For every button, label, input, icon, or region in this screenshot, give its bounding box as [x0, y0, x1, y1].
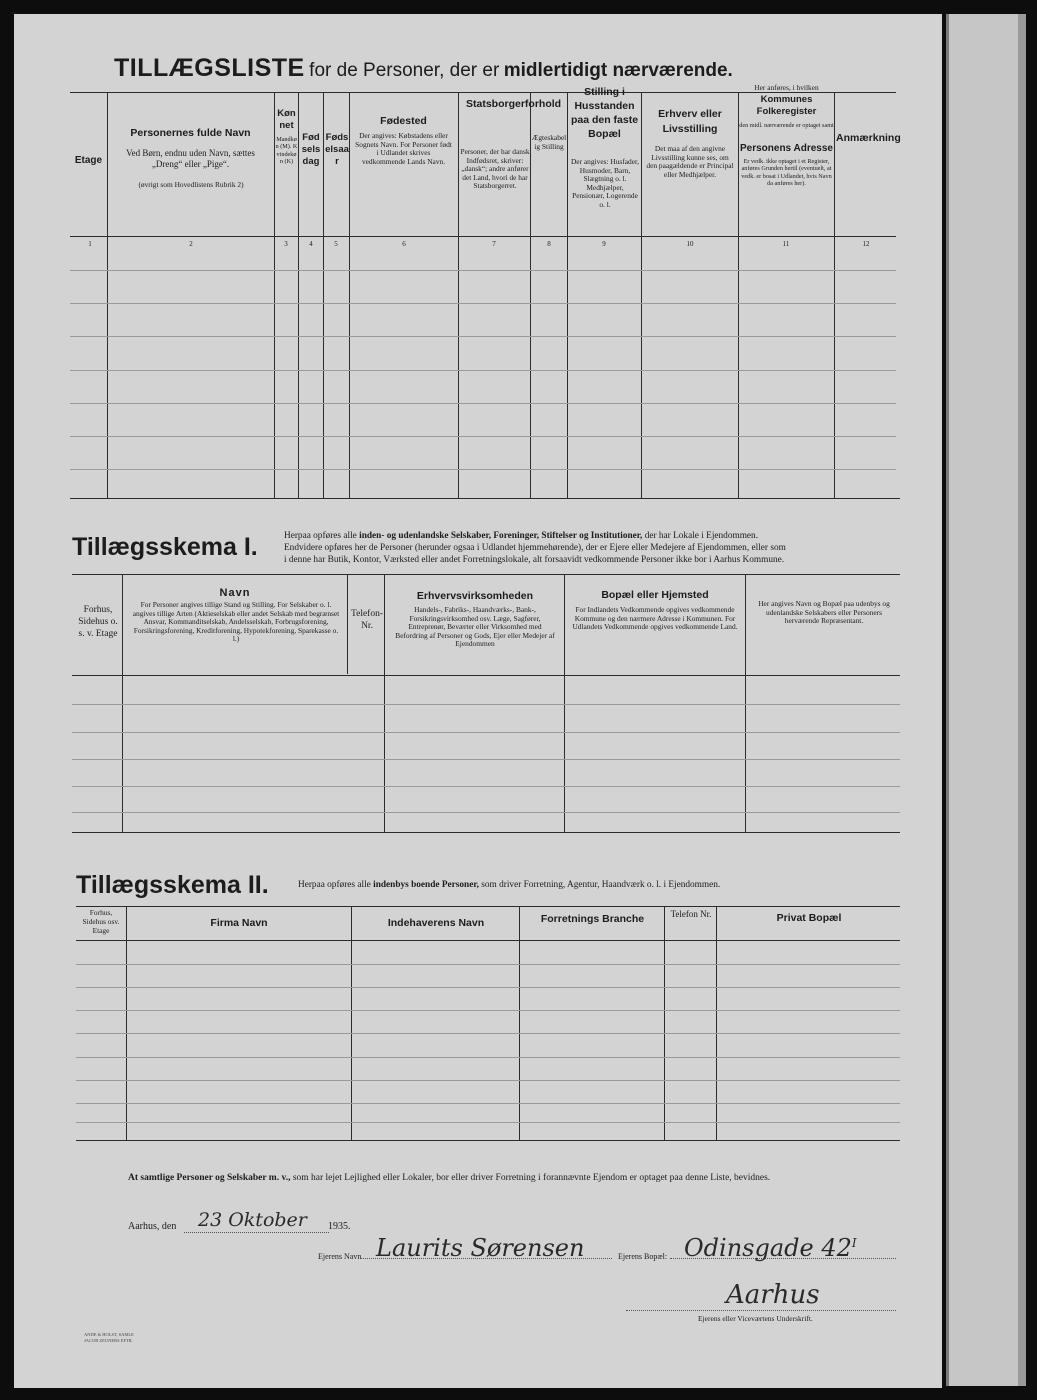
col-number: 11: [782, 240, 790, 248]
col-occupation-title: Erhverv eller Livsstilling: [658, 108, 722, 135]
date-handwritten: 23 Oktober: [198, 1209, 307, 1231]
col-citizenship-title: Statsborgerforhold: [466, 98, 562, 110]
s1-col-business-desc: Handels-, Fabriks-, Haandværks-, Bank-, Forsikringsvirksomhed osv. Læge, Sagfører, Entreprenør, Beværter eller Virksomhed med Befordring af Personer og Gods, Ejer eller Medejer af Ejendommen: [395, 605, 555, 649]
col-gender-desc: Mandkøn (M). Kvindekøn (K): [275, 136, 298, 166]
col-remark-title: Anmærkning: [836, 132, 901, 144]
main-title: [114, 54, 894, 83]
s1-col-etage: Forhus, Sidehus o. s. v. Etage: [78, 605, 118, 639]
schema2-intro-c: som driver Forretning, Agentur, Haandværk o. l. i Ejendommen.: [481, 880, 721, 890]
col-number: 9: [602, 240, 606, 248]
statement-rest: som har lejet Lejlighed eller Lokaler, bor eller driver Forretning i forannævnte Ejendom er optaget paa denne Liste, bevidnes.: [292, 1173, 771, 1183]
col-number: 1: [88, 240, 92, 248]
col-birthyear-title: Fødselsaar: [325, 132, 349, 167]
facing-page-edge: [946, 14, 1021, 1386]
col-household-desc: Der angives: Husfader, Husmoder, Barn, Slægtning o. l. Medhjælper, Pensionær, Logerende o. l.: [570, 157, 640, 209]
col-birthplace-title: Fødested: [380, 115, 427, 127]
col-occupation-desc: Det maa af den angivne Livsstilling kunne ses, om den paagældende er Principal eller Medhjælper.: [646, 144, 734, 179]
schema2-intro-b: indenbys boende Personer,: [373, 880, 479, 890]
s2-col-phone: Telefon Nr.: [670, 909, 712, 919]
schema1-intro-a: Herpaa opføres alle: [284, 531, 357, 541]
census-form-page: [14, 14, 942, 1388]
owner-name-handwritten: Laurits Sørensen: [376, 1234, 585, 1262]
col-register-title: Kommunes Folkeregister: [756, 94, 817, 117]
title-end: midlertidigt nærværende.: [503, 60, 733, 81]
s1-col-name-desc: For Personer angives tillige Stand og Stilling. For Selskaber o. l. angives tillige Arten (Aktieselskab eller andet Selskab med begrænset Ansvar, Kommanditselskab, Andelsselskab, Forbrugsforening, Forsikringsforening, Kreditforening, Hypotekforening, Sparekasse o. l.): [132, 600, 340, 644]
col-name-desc: Ved Børn, endnu uden Navn, sættes „Dreng“ eller „Pige“.: [126, 148, 255, 169]
schema2-intro-a: Herpaa opføres alle: [298, 880, 371, 890]
attestation-statement: [128, 1173, 918, 1183]
col-number: 2: [189, 240, 193, 248]
col-number: 8: [547, 240, 551, 248]
col-birthplace-desc: Der angives: Købstadens eller Sognets Navn. For Personer født i Udlandet skrives vedkommende Lands Navn.: [355, 131, 452, 166]
col-register-pre: Her anføres, i hvilken: [754, 83, 819, 92]
owner-name-label: Ejerens Navn: [318, 1252, 362, 1261]
col-household-title: Stilling i Husstanden paa den faste Bopæl: [570, 86, 639, 140]
binding-edge: [1018, 14, 1026, 1386]
owner-address-handwritten: Odinsgade $42^I$: [684, 1234, 857, 1262]
col-gender-title: Kønnet: [277, 108, 296, 131]
statement-bold: At samtlige Personer og Selskaber m. v.,: [128, 1173, 291, 1183]
col-register-desc: Er vedk. ikke optaget i et Register, anføres Grunden hertil (eventuelt, at vedk. er bosat i Udlandet, hvis Navn da anføres her).: [741, 158, 832, 188]
s2-col-branch: Forretnings Branche: [540, 913, 645, 925]
col-number: 6: [402, 240, 406, 248]
schema1-intro: [284, 530, 904, 566]
signature-label: Ejerens eller Viceværtens Underskrift.: [698, 1314, 813, 1323]
s2-col-etage: Forhus, Sidehus osv. Etage: [82, 908, 120, 935]
year: 1935.: [328, 1221, 351, 1232]
col-birthday-title: Fødselsdag: [301, 132, 321, 167]
signature-handwritten: Aarhus: [726, 1280, 820, 1310]
col-number: 10: [686, 240, 694, 248]
s2-col-firm: Firma Navn: [210, 917, 268, 929]
col-name-desc2: (øvrigt som Hovedlistens Rubrik 2): [138, 180, 244, 189]
s1-col-business-title: Erhvervsvirksomheden: [416, 590, 534, 602]
s1-col-phone: Telefon-Nr.: [350, 609, 384, 631]
col-number: 4: [309, 240, 313, 248]
schema1-intro-b: inden- og udenlandske Selskaber, Foreninger, Stiftelser og Institutioner,: [359, 531, 643, 541]
schema1-intro-c: der har Lokale i Ejendommen.: [644, 531, 759, 541]
schema2-title: Tillægsskema II.: [76, 871, 269, 899]
s2-col-private-address: Privat Bopæl: [776, 912, 842, 924]
col-marital-title: Ægteskabelig Stilling: [531, 133, 567, 151]
schema1-intro-line2: Endvidere opføres her de Personer (herunder ogsaa i Udlandet hjemmehørende), der er Ejere eller Medejere af Ejendommen, eller som: [284, 543, 786, 553]
col-register-title2: Personens Adresse: [739, 143, 833, 154]
owner-address-label: Ejerens Bopæl:: [618, 1252, 668, 1261]
col-name-title: Personernes fulde Navn: [130, 127, 251, 139]
s1-col-residence-desc: For Indlandets Vedkommende opgives vedkommende Kommune og den nærmere Adresse i Kommunen. For Udlandets Vedkommende opgives vedkommende Land.: [572, 605, 738, 632]
s1-col-representative: Her angives Navn og Bopæl paa udenbys og udenlandske Selskabers eller Personers herværende Repræsentant.: [758, 599, 890, 626]
col-number: 3: [284, 240, 288, 248]
title-big: TILLÆGSLISTE: [114, 54, 305, 82]
address-superscript: I: [851, 1236, 857, 1250]
schema2-intro: [298, 880, 720, 890]
printer-imprint: ANDE & HOLST, SAMLE JACOB ZEUNERS EFTR.: [84, 1332, 134, 1343]
city-label: Aarhus, den: [128, 1221, 177, 1232]
title-mid: for de Personer, der er: [309, 60, 500, 81]
schema1-title: Tillægsskema I.: [72, 533, 258, 561]
col-number: 12: [862, 240, 870, 248]
col-number: 5: [334, 240, 338, 248]
col-etage-title: Etage: [74, 155, 103, 166]
col-number: 7: [492, 240, 496, 248]
schema1-intro-line3: i denne har Butik, Kontor, Værksted eller andet Forretningslokale, alt forsaavidt vedkommende Personer ikke bor i Aarhus Kommune.: [284, 555, 785, 565]
s1-col-residence-title: Bopæl eller Hjemsted: [601, 589, 709, 601]
col-register-mid: den midl. nærværende er optaget samt: [739, 122, 834, 129]
col-citizenship-desc: Personer, der har dansk Indfødsret, skriver: „dansk“; andre anfører det Land, hvori de har Statsborgerret.: [460, 147, 530, 191]
s2-col-owner: Indehaverens Navn: [387, 917, 485, 929]
s1-col-name-title: Navn: [219, 587, 251, 599]
